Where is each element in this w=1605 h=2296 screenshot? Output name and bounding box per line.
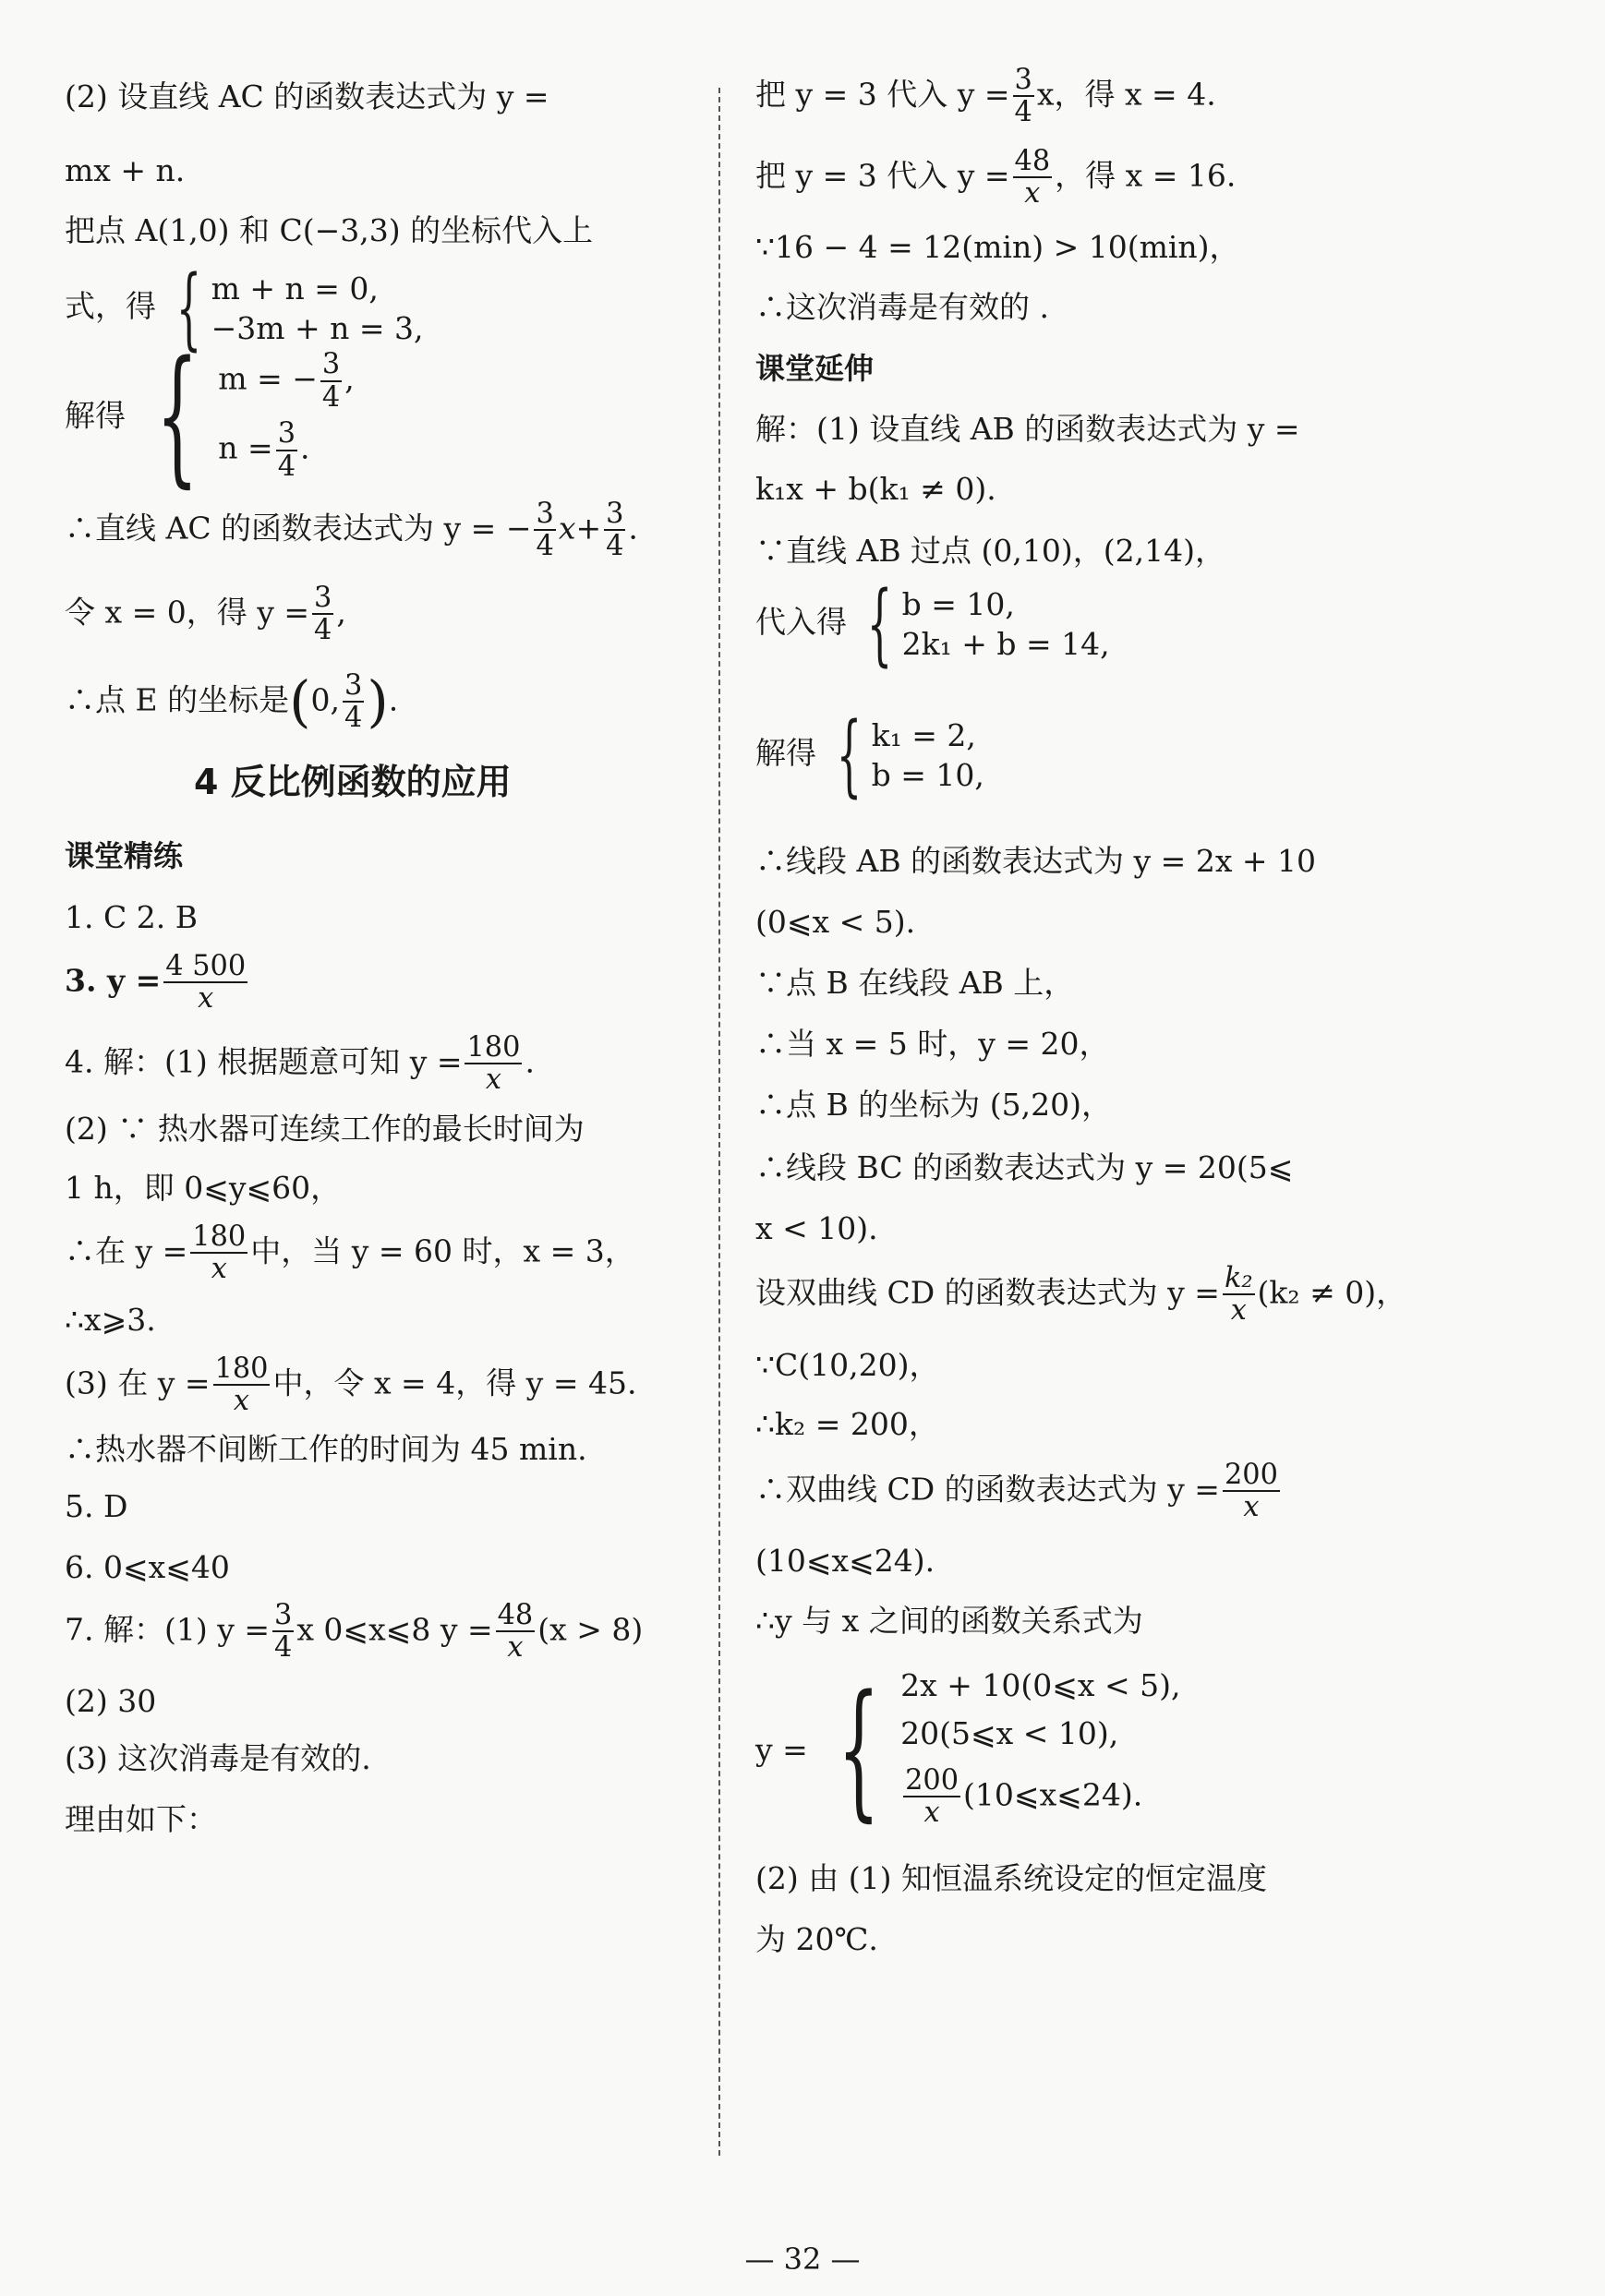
text-line: ∴k₂ = 200， (755, 1406, 939, 1442)
text-line: 为 20℃. (755, 1921, 878, 1957)
answer-line: 1. C 2. B (65, 899, 198, 935)
text-line: ∴x⩾3. (65, 1302, 156, 1338)
text-line: (2) ∵ 热水器可连续工作的最长时间为 (65, 1111, 585, 1147)
text-line: (3) 这次消毒是有效的. (65, 1740, 371, 1776)
subsection-title: 课堂精练 (65, 838, 184, 873)
text-line: ∴y 与 x 之间的函数关系式为 (755, 1603, 1143, 1639)
text-line: ∴点 E 的坐标是(0, $\frac{3}{4}$ ). (65, 669, 399, 735)
text-line: (0⩽x < 5). (755, 904, 916, 940)
text-line: ∴线段 BC 的函数表达式为 y = 20(5⩽ (755, 1149, 1294, 1185)
answer-line: 4. 解：(1) 根据题意可知 y = $\frac{180}{x}$ . (65, 1031, 535, 1097)
text-line: ∴热水器不间断工作的时间为 45 min. (65, 1431, 587, 1467)
equation-system: 式，得 { m + n = 0, −3m + n = 3, (65, 257, 424, 360)
column-divider (718, 88, 720, 2156)
text-line: ∵点 B 在线段 AB 上， (755, 965, 1075, 1001)
text-line: 令 x = 0，得 y = $\frac{3}{4}$ , (65, 582, 346, 647)
equation-system: 代入得 { b = 10, 2k₁ + b = 14, (755, 572, 1110, 676)
equation-system: 解得 { k₁ = 2, b = 10, (755, 703, 984, 807)
brace-icon: { (155, 329, 199, 501)
piecewise-function: y = { 2x + 10(0⩽x < 5), 20(5⩽x < 10), $\frac{200}{x}$ (10⩽x⩽24). (755, 1663, 1181, 1835)
text-line: (2) 设直线 AC 的函数表达式为 y = (65, 78, 549, 114)
section-title: 4 反比例函数的应用 (194, 762, 512, 802)
brace-icon: { (838, 1663, 881, 1835)
text-line: ∵C(10,20)， (755, 1347, 940, 1383)
text-line: ∴线段 AB 的函数表达式为 y = 2x + 10 (755, 843, 1317, 879)
text-line: (2) 30 (65, 1683, 157, 1719)
text-line: 解：(1) 设直线 AB 的函数表达式为 y = (755, 411, 1300, 447)
answer-line: 7. 解：(1) y = $\frac{3}{4}$ x 0⩽x⩽8 y = $\frac{48}{x}$ (x > 8) (65, 1599, 644, 1665)
brace-icon: { (836, 703, 862, 807)
subsection-title: 课堂延伸 (755, 351, 875, 386)
text-line: ∴直线 AC 的函数表达式为 y = − $\frac{3}{4}$ x+ $\frac{3}{4}$ . (65, 498, 638, 563)
text-line: (2) 由 (1) 知恒温系统设定的恒定温度 (755, 1860, 1267, 1896)
text-line: k₁x + b(k₁ ≠ 0). (755, 471, 996, 507)
text-line: ∴点 B 的坐标为 (5,20)， (755, 1087, 1112, 1123)
brace-icon: { (866, 572, 892, 676)
text-line: 设双曲线 CD 的函数表达式为 y = $\frac{\text{k₂}}{x}$ (k₂ ≠ 0)， (755, 1262, 1407, 1328)
text-line: ∴这次消毒是有效的 . (755, 289, 1049, 325)
answer-line: 3. y = $\frac{4 500}{x}$ (65, 950, 247, 1016)
text-line: ∴在 y = $\frac{180}{x}$ 中，当 y = 60 时，x = 3， (65, 1220, 635, 1286)
text-line: 理由如下： (65, 1801, 217, 1837)
equation-system: 解得 { m = − $\frac{3}{4}$ , n = $\frac{3}{4}$ . (65, 329, 355, 501)
text-line: (3) 在 y = $\frac{180}{x}$ 中，令 x = 4，得 y = 45. (65, 1352, 637, 1418)
text-line: 把 y = 3 代入 y = $\frac{3}{4}$ x，得 x = 4. (755, 64, 1216, 129)
text-line: ∵直线 AB 过点 (0,10)，(2,14)， (755, 533, 1226, 569)
text-line: 1 h，即 0⩽y⩽60， (65, 1170, 342, 1206)
brace-icon: { (175, 257, 201, 360)
text-line: ∵16 − 4 = 12(min) > 10(min)， (755, 229, 1240, 265)
text-line: 把点 A(1,0) 和 C(−3,3) 的坐标代入上 (65, 212, 594, 248)
answer-line: 5. D (65, 1488, 128, 1524)
page-number: — 32 — (744, 2242, 861, 2277)
text-line: ∴当 x = 5 时，y = 20， (755, 1026, 1110, 1062)
text-line: x < 10). (755, 1210, 878, 1246)
answer-line: 6. 0⩽x⩽40 (65, 1549, 230, 1585)
text-line: (10⩽x⩽24). (755, 1543, 935, 1579)
text-line: ∴双曲线 CD 的函数表达式为 y = $\frac{200}{x}$ (755, 1459, 1278, 1524)
text-line: mx + n. (65, 152, 186, 188)
text-line: 把 y = 3 代入 y = $\frac{48}{x}$ ，得 x = 16. (755, 145, 1237, 210)
